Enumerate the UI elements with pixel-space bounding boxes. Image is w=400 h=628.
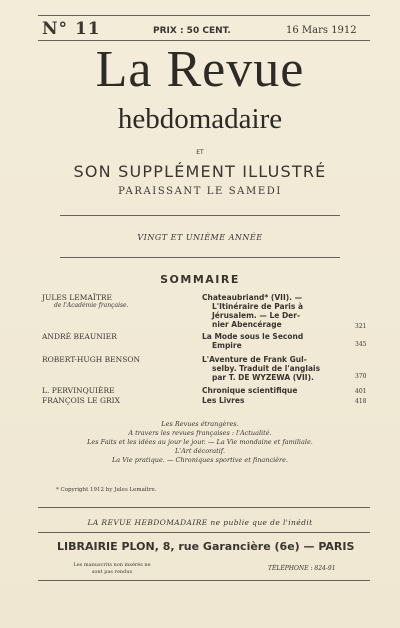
top-rule: [38, 15, 370, 16]
entry-author: ROBERT-HUGH BENSON: [42, 355, 141, 364]
rubrique-line: A travers les revues françaises : l'Actualité.: [128, 429, 272, 437]
issue-number: N° 11: [42, 19, 101, 39]
rubrique-line: Les Revues étrangères.: [161, 420, 239, 428]
entry-page: 418: [355, 398, 367, 405]
entry-title-line: L'Aventure de Frank Gul-: [202, 355, 307, 364]
masthead-title: La Revue: [95, 41, 305, 98]
footer-rule-mid: [38, 532, 370, 533]
entry-title-line: nier Abencérage: [212, 320, 282, 329]
rubriques-block: [0, 420, 400, 465]
masthead-rule: [60, 215, 340, 216]
masthead-subtitle: hebdomadaire: [117, 103, 283, 135]
entry-title-line: L'Itinéraire de Paris à: [212, 302, 304, 311]
supplement-line: SON SUPPLÉMENT ILLUSTRÉ: [73, 162, 327, 181]
entry-author: JULES LEMAÎTRE: [42, 293, 112, 302]
entry-title-line: Chateaubriand* (VII). —: [202, 293, 303, 302]
entry-page: 321: [355, 323, 367, 330]
manuscripts-note: Les manuscrits non insérés ne sont pas rendus: [73, 562, 151, 575]
entry-author-sub: de l'Académie française.: [54, 302, 129, 309]
entry-title-line: par T. DE WYZEWA (VII).: [212, 373, 314, 382]
entry-page: 345: [355, 341, 367, 348]
entry-title-line: Chronique scientifique: [202, 386, 298, 395]
masthead-et: ET: [196, 149, 204, 156]
year-rule: [60, 257, 340, 258]
rubrique-line: L'Art décoratif.: [174, 447, 226, 455]
parution-line: PARAISSANT LE SAMEDI: [118, 186, 282, 197]
entry-title-line: selby. Traduit de l'anglais: [212, 364, 321, 373]
entry-author: FRANÇOIS LE GRIX: [42, 396, 120, 405]
entry-title-line: Empire: [212, 341, 242, 350]
telephone-line: TÉLÉPHONE : 824-91: [268, 565, 336, 572]
rubrique-line: La Vie pratique. — Chroniques sportive et financière.: [111, 456, 289, 464]
entry-title-line: Les Livres: [202, 396, 245, 405]
footer-rule-top: [38, 507, 370, 508]
issue-date: 16 Mars 1912: [286, 25, 357, 36]
entry-author: L. PERVINQUIÈRE: [42, 386, 115, 395]
entry-title-line: La Mode sous le Second: [202, 332, 304, 341]
price: PRIX : 50 CENT.: [153, 26, 231, 36]
entry-title-line: Jérusalem. — Le Der-: [212, 311, 301, 320]
entry-page: 401: [355, 388, 367, 395]
year-line: VINGT ET UNIÈME ANNÉE: [137, 233, 263, 242]
inedit-note: LA REVUE HEBDOMADAIRE ne publie que de l'inédit: [87, 518, 313, 527]
copyright-note: * Copyright 1912 by Jules Lemaître.: [56, 487, 157, 493]
publisher-line: LIBRAIRIE PLON, 8, rue Garancière (6e) — PARIS: [57, 540, 355, 553]
entry-page: 370: [355, 373, 367, 380]
entry-author: ANDRÉ BEAUNIER: [42, 332, 117, 341]
sommaire-heading: SOMMAIRE: [160, 273, 240, 286]
rubrique-line: Les Faits et les idées au jour le jour. — La Vie mondaine et familiale.: [87, 438, 313, 446]
footer-rule-bottom: [38, 580, 370, 581]
